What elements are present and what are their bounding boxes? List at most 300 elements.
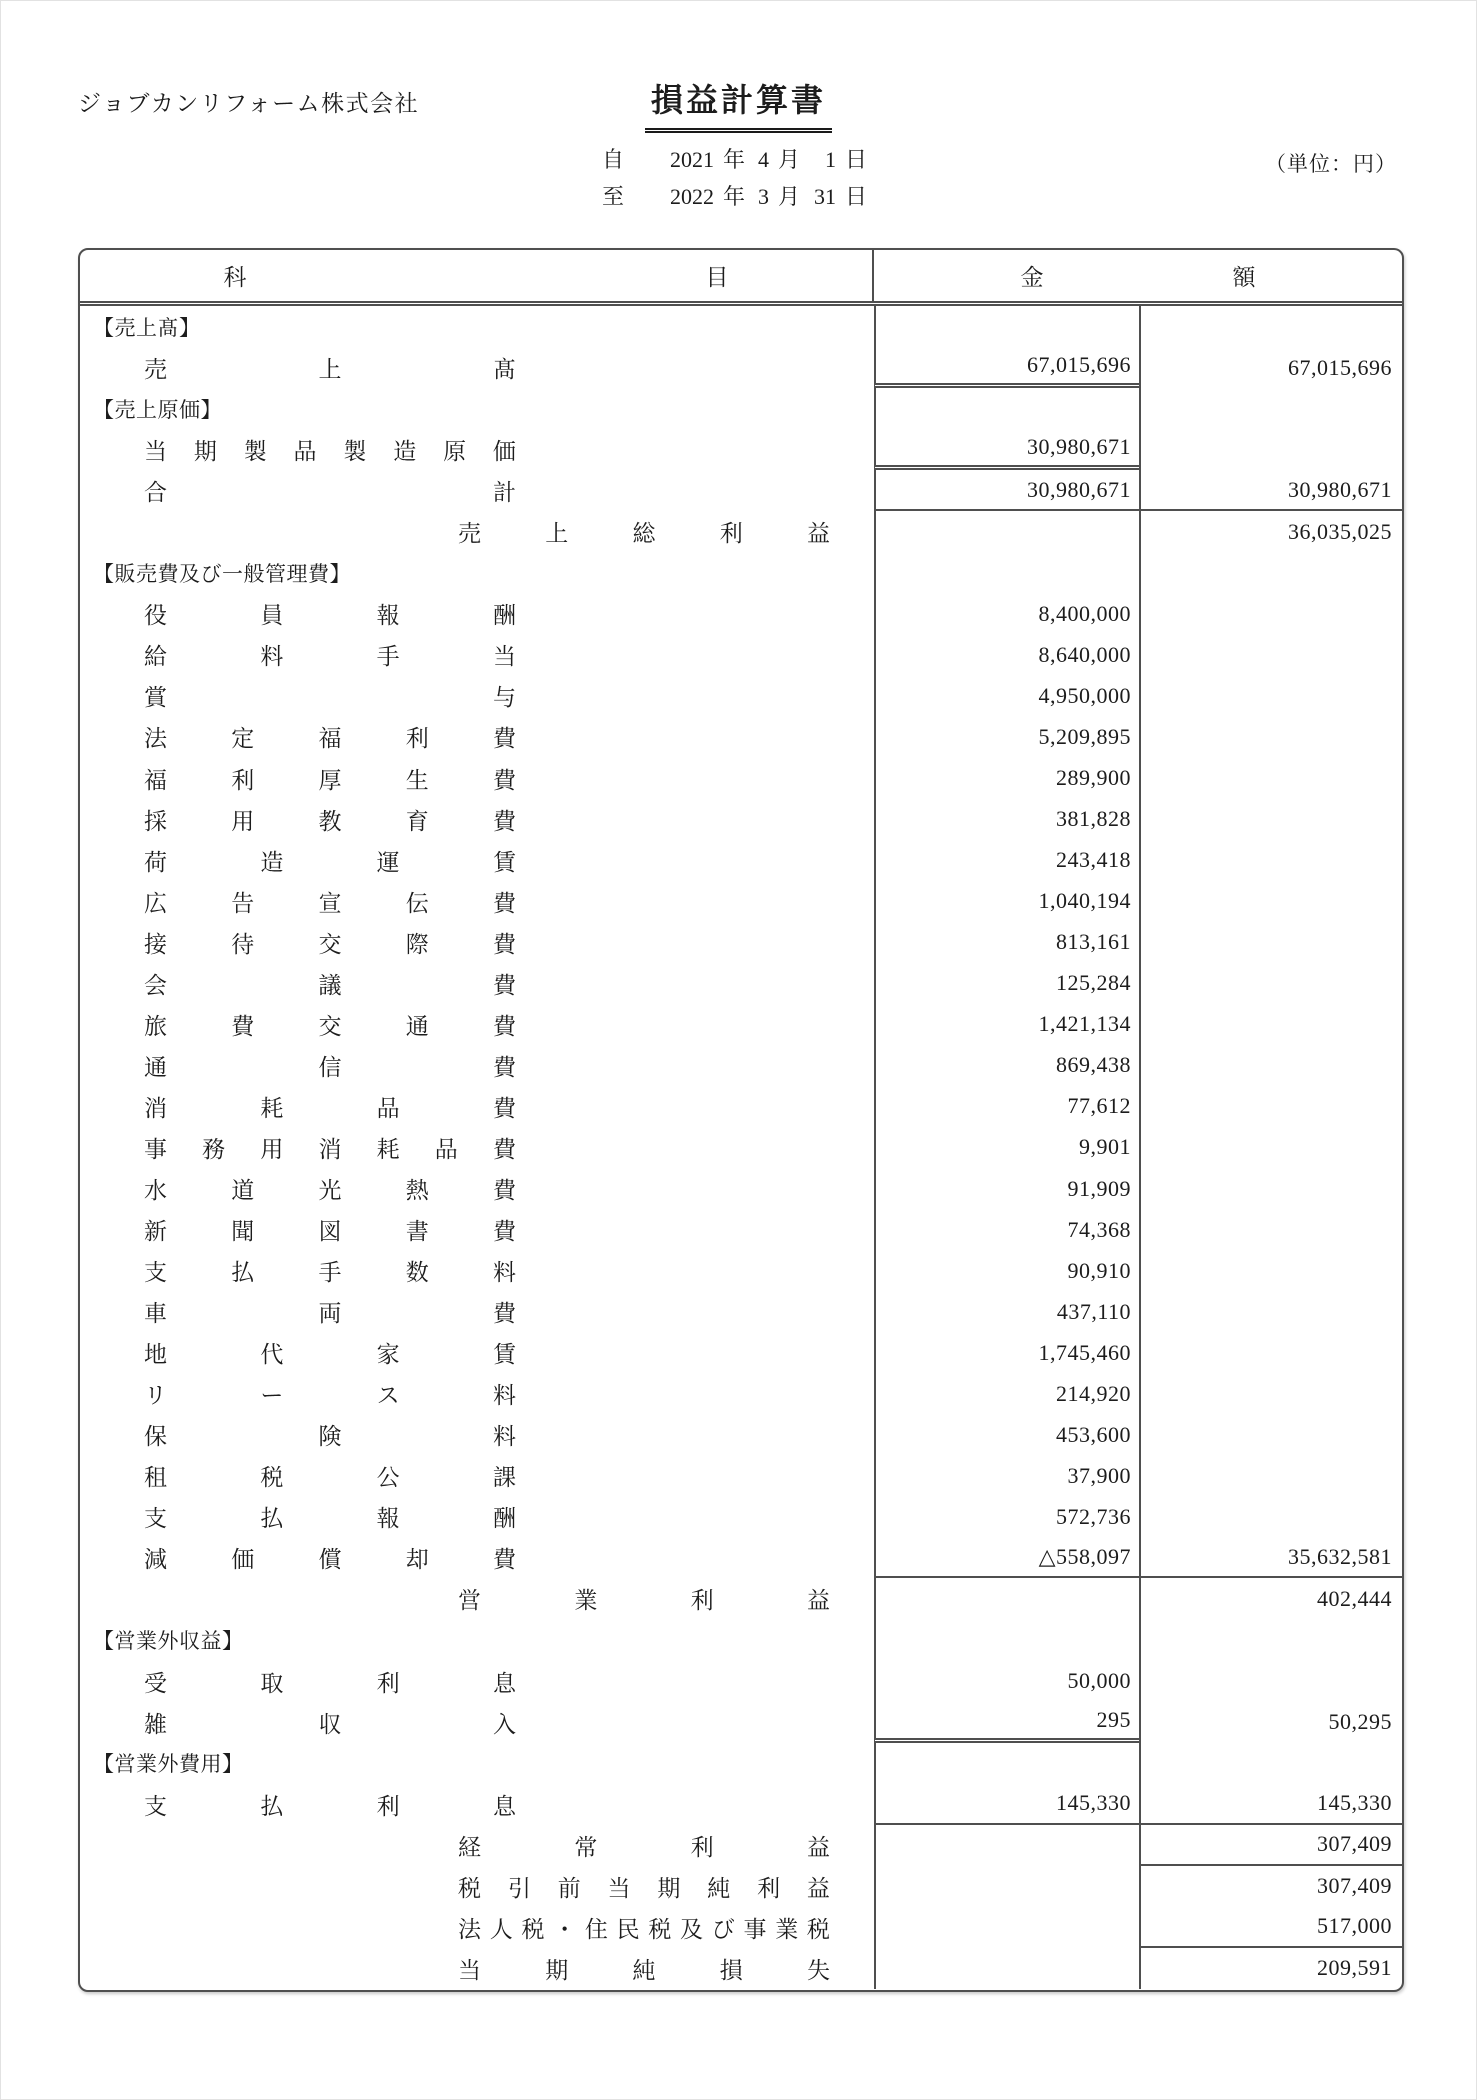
- account-label-char: 費: [493, 1054, 516, 1080]
- amount-kin: 1,421,134: [1038, 1011, 1131, 1037]
- account-label-char: 旅: [144, 1013, 167, 1039]
- table-row: [80, 716, 1402, 757]
- header-char: 金: [1020, 265, 1044, 290]
- account-label-char: 支: [144, 1793, 167, 1819]
- subject-cell: [80, 1907, 874, 1948]
- account-label-char: 当: [458, 1957, 481, 1983]
- account-label-char: 法: [144, 726, 167, 752]
- account-label-char: 上: [545, 521, 569, 547]
- account-label-char: 税: [260, 1465, 284, 1491]
- account-label-char: 手: [376, 644, 400, 670]
- subject-cell: [80, 675, 874, 716]
- amount-kin-cell: [874, 1784, 1139, 1825]
- amount-kin: 30,980,671: [1027, 434, 1131, 460]
- account-label-char: 人: [489, 1916, 513, 1942]
- account-label-char: 福: [318, 726, 342, 752]
- amount-kin: 289,900: [1056, 765, 1131, 791]
- table-row: [80, 881, 1402, 922]
- amount-gaku: 517,000: [1317, 1913, 1392, 1939]
- account-label-char: 利: [719, 521, 743, 547]
- account-label: [144, 1049, 516, 1082]
- account-label-char: 税: [458, 1875, 481, 1901]
- account-label-char: 福: [144, 767, 167, 793]
- account-label-char: 総: [632, 521, 656, 547]
- amount-kin-cell: [874, 1291, 1139, 1332]
- amount-kin-cell: [874, 306, 1139, 347]
- subject-cell: [80, 1332, 874, 1373]
- amount-kin-cell: [874, 1414, 1139, 1455]
- account-label-char: 益: [807, 521, 830, 547]
- amount-gaku: 307,409: [1317, 1831, 1392, 1857]
- account-label: [144, 1254, 516, 1287]
- account-label-char: 期: [657, 1875, 681, 1901]
- account-label: [144, 885, 516, 918]
- account-label-char: 両: [318, 1301, 342, 1327]
- account-label-char: 信: [318, 1054, 342, 1080]
- account-label-char: び: [711, 1916, 735, 1942]
- account-label-char: 法: [458, 1916, 481, 1942]
- amount-gaku-cell: [1139, 1250, 1402, 1291]
- subject-cell: [80, 758, 874, 799]
- account-label-char: 厚: [318, 767, 342, 793]
- section-label: 【販売費及び一般管理費】: [93, 561, 351, 586]
- table-row: [80, 1373, 1402, 1414]
- account-label-char: 常: [574, 1834, 598, 1860]
- table-row: [80, 634, 1402, 675]
- account-label-char: 息: [492, 1793, 516, 1819]
- amount-kin: 90,910: [1067, 1257, 1131, 1283]
- amount-kin-cell: [874, 1948, 1139, 1989]
- account-label-char: 費: [493, 1013, 516, 1039]
- amount-kin: 9,901: [1079, 1134, 1131, 1160]
- table-row: [80, 1168, 1402, 1209]
- amount-gaku: 145,330: [1317, 1790, 1392, 1816]
- account-label-char: 当: [607, 1875, 631, 1901]
- amount-kin-cell: [874, 1496, 1139, 1537]
- amount-gaku-cell: [1139, 634, 1402, 675]
- account-label-char: 受: [144, 1670, 167, 1696]
- amount-kin: 813,161: [1056, 929, 1131, 955]
- amount-gaku-cell: [1139, 1332, 1402, 1373]
- account-label-char: 料: [493, 1260, 516, 1286]
- table-row: [80, 1743, 1402, 1784]
- account-label-char: 費: [493, 1301, 516, 1327]
- account-label-char: 料: [260, 644, 284, 670]
- amount-gaku-cell: [1139, 1578, 1402, 1619]
- account-label: [144, 1090, 516, 1123]
- account-label-char: 利: [690, 1588, 714, 1614]
- amount-gaku-cell: [1139, 1825, 1402, 1866]
- amount-gaku-cell: [1139, 593, 1402, 634]
- amount-gaku: 50,295: [1328, 1709, 1392, 1735]
- subject-cell: [80, 1086, 874, 1127]
- account-label-char: 地: [144, 1342, 167, 1368]
- day-unit: 日: [845, 184, 868, 209]
- table-row: [80, 1209, 1402, 1250]
- table-row: [80, 1004, 1402, 1045]
- account-label-char: 当: [144, 439, 167, 465]
- account-label-char: 光: [318, 1178, 342, 1203]
- amount-gaku: 30,980,671: [1288, 476, 1392, 502]
- day-unit: 日: [845, 147, 868, 172]
- subject-cell: [80, 716, 874, 757]
- account-label-char: 料: [492, 1383, 516, 1409]
- amount-gaku-cell: [1139, 347, 1402, 388]
- amount-gaku: 67,015,696: [1288, 354, 1392, 380]
- amount-kin-cell: [874, 881, 1139, 922]
- header-char: 科: [223, 265, 247, 290]
- subject-cell: [80, 1702, 874, 1743]
- table-row: [80, 593, 1402, 634]
- section-label: 【売上原価】: [93, 397, 222, 422]
- account-label: [144, 1665, 516, 1698]
- account-label-char: 払: [231, 1260, 255, 1286]
- period-to-label: 至: [602, 184, 625, 209]
- account-label: [144, 679, 516, 712]
- account-label-char: 待: [231, 931, 255, 957]
- table-header-row: [80, 250, 1402, 306]
- account-label-char: 費: [493, 726, 516, 752]
- subject-cell: [80, 1743, 874, 1784]
- amount-gaku-cell: [1139, 1291, 1402, 1332]
- amount-gaku: 36,035,025: [1288, 518, 1392, 544]
- account-label-char: 減: [144, 1547, 167, 1573]
- amount-kin-cell: [874, 1620, 1139, 1661]
- account-label-char: 租: [144, 1465, 167, 1491]
- amount-kin: 869,438: [1056, 1052, 1131, 1078]
- subject-cell: [80, 963, 874, 1004]
- account-label-char: 払: [260, 1506, 284, 1532]
- header-char: 額: [1232, 265, 1256, 290]
- amount-gaku-cell: [1139, 1784, 1402, 1825]
- account-label: [144, 1172, 516, 1205]
- amount-gaku-cell: [1139, 1045, 1402, 1086]
- amount-gaku-cell: [1139, 716, 1402, 757]
- account-label-char: 費: [493, 890, 516, 916]
- subject-cell: [80, 1537, 874, 1578]
- table-row: [80, 1496, 1402, 1537]
- account-label-char: 採: [144, 808, 167, 834]
- account-label-char: 取: [260, 1670, 284, 1696]
- amount-kin-cell: [874, 1332, 1139, 1373]
- period-to-day: 31: [814, 184, 837, 209]
- account-label-char: 酬: [492, 603, 516, 629]
- account-label-char: 広: [144, 890, 167, 916]
- amount-kin-cell: [874, 347, 1139, 388]
- amount-gaku-cell: [1139, 1743, 1402, 1784]
- subject-cell: [80, 1784, 874, 1825]
- table-row: [80, 758, 1402, 799]
- account-label-char: 代: [260, 1342, 284, 1368]
- account-label-char: 上: [318, 357, 342, 383]
- account-label: [458, 1911, 830, 1944]
- table-row: [80, 1702, 1402, 1743]
- table-row: [80, 470, 1402, 511]
- account-label-char: 利: [405, 726, 429, 752]
- account-label: [144, 1377, 516, 1410]
- account-label-char: 税: [648, 1916, 672, 1942]
- amount-gaku-cell: [1139, 758, 1402, 799]
- amount-kin: 74,368: [1067, 1216, 1131, 1242]
- account-label: [458, 1829, 830, 1862]
- amount-gaku-cell: [1139, 1086, 1402, 1127]
- amount-gaku-cell: [1139, 840, 1402, 881]
- account-label-char: 事: [144, 1136, 167, 1162]
- account-label: [144, 433, 516, 466]
- account-label-char: 利: [757, 1875, 781, 1901]
- account-label-char: 費: [493, 808, 516, 834]
- account-label-char: 費: [493, 972, 516, 998]
- amount-gaku: 402,444: [1317, 1585, 1392, 1611]
- subject-cell: [80, 511, 874, 552]
- amount-kin: 67,015,696: [1027, 352, 1131, 378]
- account-label: [144, 1459, 516, 1492]
- account-label-char: 図: [318, 1219, 342, 1245]
- month-unit: 月: [778, 184, 801, 209]
- account-label-char: 償: [318, 1547, 342, 1573]
- amount-gaku-cell: [1139, 1127, 1402, 1168]
- amount-kin-cell: [874, 840, 1139, 881]
- account-label-char: 価: [231, 1547, 255, 1573]
- amount-kin-cell: [874, 1866, 1139, 1907]
- amount-gaku-cell: [1139, 1496, 1402, 1537]
- year-unit: 年: [723, 184, 746, 209]
- table-row: [80, 1455, 1402, 1496]
- account-label-char: 収: [318, 1711, 342, 1737]
- amount-gaku-cell: [1139, 1209, 1402, 1250]
- year-unit: 年: [723, 147, 746, 172]
- account-label: [144, 967, 516, 1000]
- amount-kin-cell: [874, 1209, 1139, 1250]
- subject-cell: [80, 881, 874, 922]
- account-label-char: 失: [807, 1957, 830, 1983]
- account-label-char: 保: [144, 1424, 167, 1450]
- subject-cell: [80, 1455, 874, 1496]
- account-label-char: 手: [318, 1260, 342, 1286]
- table-row: [80, 1414, 1402, 1455]
- account-label: [144, 1706, 516, 1739]
- amount-kin: 5,209,895: [1038, 723, 1131, 749]
- amount-gaku-cell: [1139, 429, 1402, 470]
- period-from-day: 1: [825, 147, 837, 172]
- account-label-char: 入: [493, 1711, 516, 1737]
- table-row: [80, 1332, 1402, 1373]
- account-label-char: 費: [492, 1095, 516, 1121]
- account-label: [144, 1295, 516, 1328]
- subject-cell: [80, 1209, 874, 1250]
- account-label-char: 定: [231, 726, 255, 752]
- amount-kin-cell: [874, 388, 1139, 429]
- account-label: [144, 803, 516, 836]
- amount-gaku-cell: [1139, 675, 1402, 716]
- amount-kin-cell: [874, 799, 1139, 840]
- unit-label: （単位：円）: [1265, 152, 1397, 176]
- table-row: [80, 429, 1402, 470]
- subject-cell: [80, 429, 874, 470]
- account-label-char: 賃: [492, 849, 516, 875]
- subject-cell: [80, 1620, 874, 1661]
- account-label-char: 費: [493, 931, 516, 957]
- account-label: [458, 1582, 830, 1615]
- account-label: [144, 1336, 516, 1369]
- amount-kin: 91,909: [1067, 1175, 1131, 1201]
- amount-kin: 381,828: [1056, 806, 1131, 832]
- table-body: [80, 306, 1402, 1989]
- account-label-char: 雑: [144, 1711, 167, 1737]
- amount-kin-cell: [874, 552, 1139, 593]
- account-label-char: 利: [376, 1670, 400, 1696]
- subject-cell: [80, 1496, 874, 1537]
- amount-kin: 4,950,000: [1038, 682, 1131, 708]
- account-label-char: 議: [318, 972, 342, 998]
- section-label: 【営業外収益】: [93, 1629, 244, 1654]
- amount-kin-cell: [874, 758, 1139, 799]
- account-label: [144, 720, 516, 753]
- account-label-char: 通: [405, 1013, 429, 1039]
- account-label-char: 引: [507, 1875, 531, 1901]
- table-row: [80, 1784, 1402, 1825]
- amount-gaku-cell: [1139, 1948, 1402, 1989]
- amount-gaku-cell: [1139, 1661, 1402, 1702]
- amount-gaku-cell: [1139, 388, 1402, 429]
- amount-gaku-cell: [1139, 1373, 1402, 1414]
- account-label-char: 費: [493, 767, 516, 793]
- account-label-char: 運: [376, 849, 400, 875]
- subject-cell: [80, 1045, 874, 1086]
- amount-kin: △558,097: [1038, 1543, 1131, 1569]
- account-label-char: 価: [492, 439, 516, 465]
- subject-cell: [80, 1127, 874, 1168]
- account-label-char: 料: [493, 1424, 516, 1450]
- amount-kin: 572,736: [1056, 1503, 1131, 1529]
- account-label-char: 支: [144, 1506, 167, 1532]
- account-label-char: 支: [144, 1260, 167, 1286]
- account-label: [144, 351, 516, 384]
- account-label-char: 払: [260, 1793, 284, 1819]
- table-row: [80, 963, 1402, 1004]
- amount-kin-cell: [874, 1455, 1139, 1496]
- amount-kin-cell: [874, 470, 1139, 511]
- table-row: [80, 1948, 1402, 1989]
- account-label-char: 交: [318, 931, 342, 957]
- table-row: [80, 306, 1402, 347]
- amount-kin: 77,612: [1067, 1093, 1131, 1119]
- account-label-char: 道: [231, 1178, 255, 1203]
- account-label-char: 製: [243, 439, 267, 465]
- amount-kin: 453,600: [1056, 1421, 1131, 1447]
- account-label-char: 通: [144, 1054, 167, 1080]
- account-label-char: 益: [806, 1588, 830, 1614]
- account-label-char: 税: [521, 1916, 545, 1942]
- account-label: [144, 1008, 516, 1041]
- account-label-char: 消: [318, 1136, 342, 1162]
- account-label-char: 役: [144, 603, 167, 629]
- account-label: [144, 597, 516, 630]
- amount-kin-cell: [874, 1907, 1139, 1948]
- account-label-char: 給: [144, 644, 167, 670]
- subject-cell: [80, 1168, 874, 1209]
- account-label-char: 伝: [405, 890, 429, 916]
- amount-kin-cell: [874, 634, 1139, 675]
- amount-gaku-cell: [1139, 963, 1402, 1004]
- account-label: [458, 1870, 830, 1903]
- amount-kin: 125,284: [1056, 970, 1131, 996]
- account-label-char: 経: [458, 1834, 481, 1860]
- account-label-char: 酬: [492, 1506, 516, 1532]
- account-label: [144, 474, 516, 507]
- amount-kin-cell: [874, 1127, 1139, 1168]
- amount-kin-cell: [874, 1661, 1139, 1702]
- table-row: [80, 1866, 1402, 1907]
- account-label-char: 品: [293, 439, 317, 465]
- account-label-char: 前: [557, 1875, 581, 1901]
- account-label-char: ・: [553, 1916, 577, 1942]
- report-title: 損益計算書: [645, 75, 832, 133]
- section-label: 【売上髙】: [93, 315, 201, 340]
- account-label-char: 家: [376, 1342, 400, 1368]
- amount-gaku-cell: [1139, 1004, 1402, 1045]
- account-label-char: 計: [493, 480, 516, 506]
- account-label-char: 生: [405, 767, 429, 793]
- account-label: [144, 1541, 516, 1574]
- account-label-char: 会: [144, 972, 167, 998]
- account-label-char: 及: [680, 1916, 704, 1942]
- amount-kin: 145,330: [1056, 1790, 1131, 1816]
- amount-kin: 295: [1096, 1706, 1131, 1732]
- account-label-char: 育: [405, 808, 429, 834]
- table-row: [80, 511, 1402, 552]
- table-row: [80, 388, 1402, 429]
- period-to-month: 3: [758, 184, 770, 209]
- table-row: [80, 1578, 1402, 1619]
- amount-kin-cell: [874, 675, 1139, 716]
- account-label-char: 交: [318, 1013, 342, 1039]
- account-label-char: 際: [405, 931, 429, 957]
- table-header-subject: [80, 250, 874, 301]
- table-row: [80, 1907, 1402, 1948]
- amount-gaku-cell: [1139, 1168, 1402, 1209]
- period-from-month: 4: [758, 147, 770, 172]
- subject-cell: [80, 388, 874, 429]
- subject-cell: [80, 1661, 874, 1702]
- account-label-char: 益: [806, 1875, 830, 1901]
- account-label-char: 告: [231, 890, 255, 916]
- account-label-char: 税: [806, 1916, 830, 1942]
- table-row: [80, 552, 1402, 593]
- table-row: [80, 1127, 1402, 1168]
- amount-kin: 37,900: [1067, 1462, 1131, 1488]
- table-row: [80, 1045, 1402, 1086]
- account-label-char: 報: [376, 1506, 400, 1532]
- subject-cell: [80, 593, 874, 634]
- amount-gaku-cell: [1139, 881, 1402, 922]
- amount-kin-cell: [874, 511, 1139, 552]
- amount-kin-cell: [874, 1086, 1139, 1127]
- account-label-char: 業: [574, 1588, 598, 1614]
- pl-table: [78, 248, 1404, 1992]
- subject-cell: [80, 840, 874, 881]
- amount-kin-cell: [874, 1743, 1139, 1784]
- amount-kin-cell: [874, 1004, 1139, 1045]
- account-label-char: 営: [458, 1588, 481, 1614]
- amount-gaku: 35,632,581: [1288, 1543, 1392, 1569]
- account-label-char: 用: [260, 1136, 284, 1162]
- account-label-char: 費: [493, 1219, 516, 1245]
- subject-cell: [80, 470, 874, 511]
- account-label-char: ー: [260, 1383, 284, 1409]
- amount-kin-cell: [874, 922, 1139, 963]
- amount-gaku-cell: [1139, 922, 1402, 963]
